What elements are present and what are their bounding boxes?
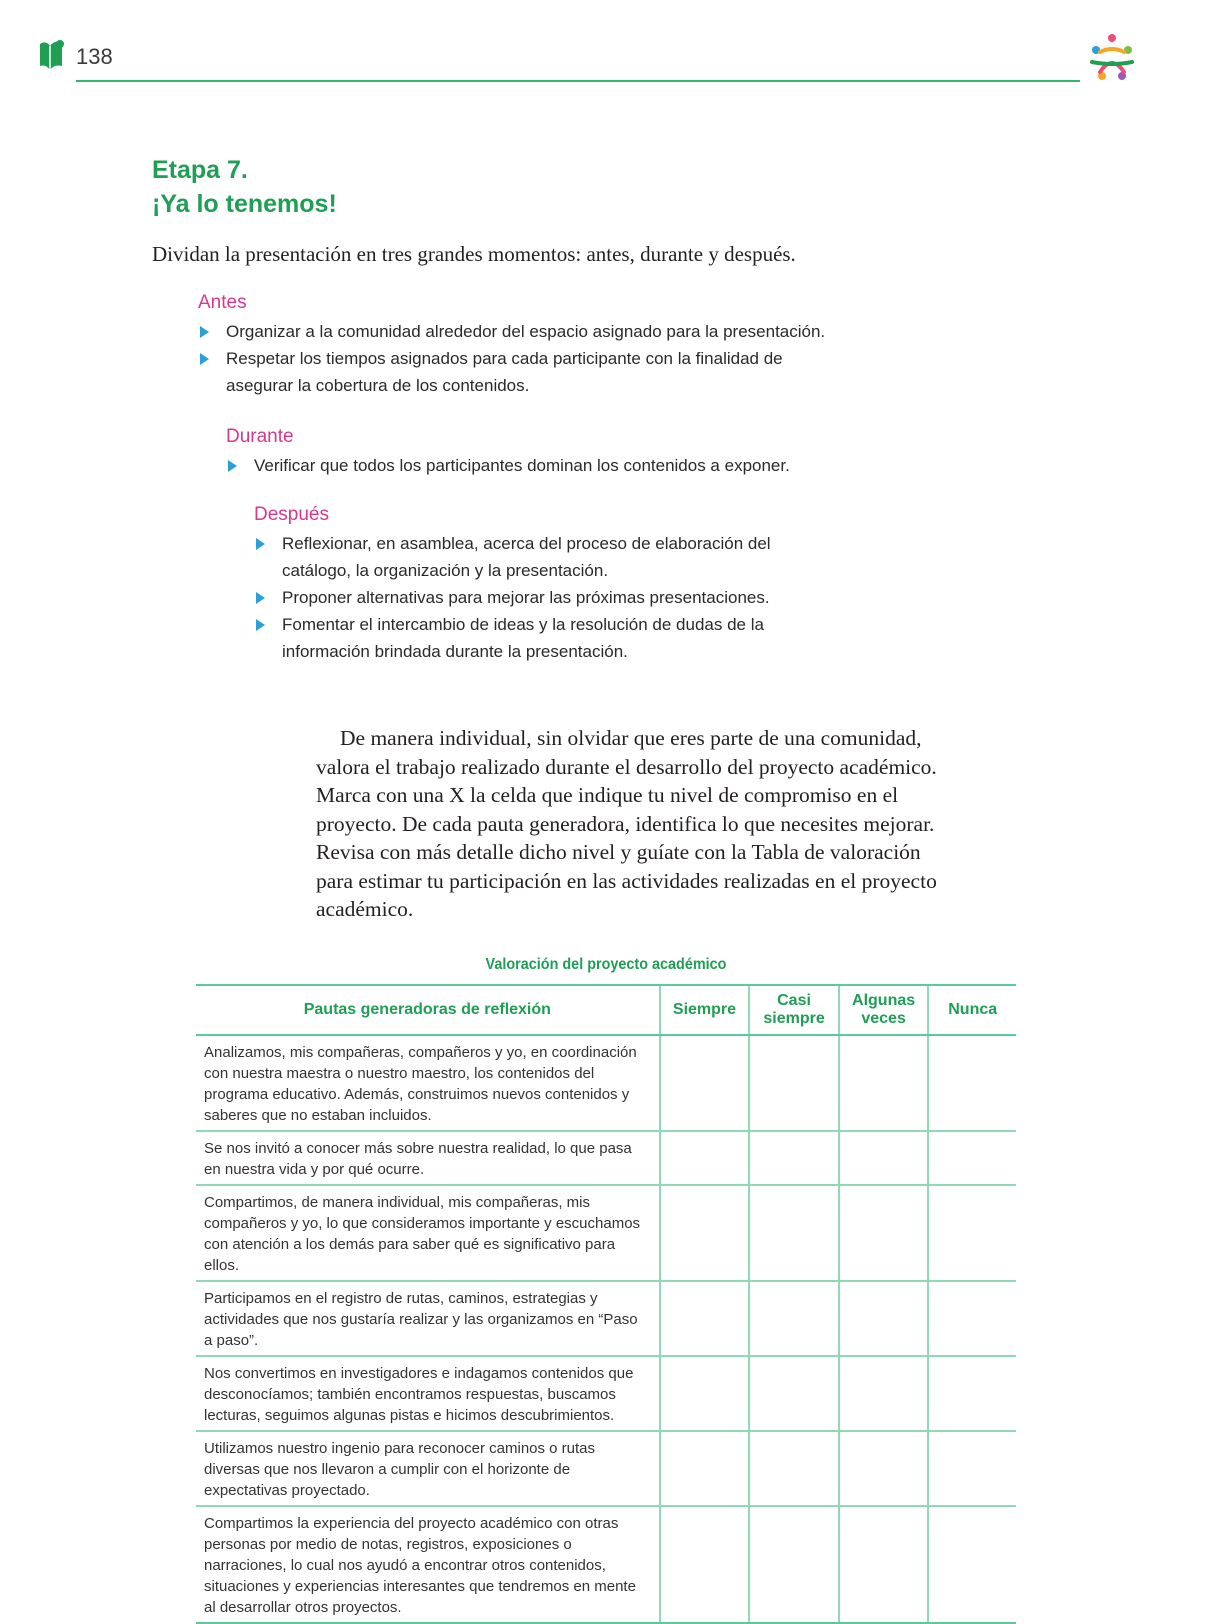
intro-text: Dividan la presentación en tres grandes momentos: antes, durante y después. — [152, 242, 796, 266]
pauta-cell: Se nos invitó a conocer más sobre nuestra realidad, lo que pasa en nuestra vida y por qué ocurre. — [196, 1131, 660, 1185]
mark-cell-nunca[interactable] — [928, 1131, 1016, 1185]
section-despues — [254, 504, 794, 665]
mark-cell-casi-siempre[interactable] — [749, 1431, 839, 1506]
header-nunca: Nunca — [928, 985, 1016, 1035]
bullet-triangle-icon — [200, 326, 209, 338]
table-row — [196, 1356, 1016, 1431]
section-durante — [226, 426, 846, 479]
mark-cell-siempre[interactable] — [660, 1506, 750, 1623]
header-pautas: Pautas generadoras de reflexión — [196, 985, 660, 1035]
header-siempre: Siempre — [660, 985, 750, 1035]
list-item-text: Proponer alternativas para mejorar las próximas presentaciones. — [282, 588, 770, 607]
mark-cell-siempre[interactable] — [660, 1356, 750, 1431]
list-item — [254, 611, 794, 665]
table-row — [196, 1035, 1016, 1131]
pauta-cell: Nos convertimos en investigadores e indagamos contenidos que desconocíamos; también encontramos respuestas, buscamos lecturas, seguimos algunas pistas e hicimos descubrimientos. — [196, 1356, 660, 1431]
mark-cell-algunas-veces[interactable] — [839, 1506, 929, 1623]
section-title-durante: Durante — [226, 426, 294, 447]
header-casi-siempre: Casi siempre — [749, 985, 839, 1035]
mark-cell-siempre[interactable] — [660, 1035, 750, 1131]
table-caption: Valoración del proyecto académico — [485, 956, 727, 973]
section-title-despues: Después — [254, 504, 329, 525]
bullet-triangle-icon — [256, 592, 265, 604]
stage-subtitle: ¡Ya lo tenemos! — [152, 190, 337, 218]
table-row — [196, 1131, 1016, 1185]
mark-cell-algunas-veces[interactable] — [839, 1035, 929, 1131]
list-item-text: Organizar a la comunidad alrededor del espacio asignado para la presentación. — [226, 322, 826, 341]
bullet-triangle-icon — [256, 538, 265, 550]
pauta-cell: Utilizamos nuestro ingenio para reconocer caminos o rutas diversas que nos llevaron a cumplir con el horizonte de expectativas proyectado. — [196, 1431, 660, 1506]
table-row — [196, 1506, 1016, 1623]
instructions-paragraph: De manera individual, sin olvidar que eres parte de una comunidad, valora el trabajo realizado durante el desarrollo del proyecto académico. Marca con una X la celda que indique tu nivel de compromiso en el proyecto. De cada pauta generadora, identifica lo que necesites mejorar. Revisa con más detalle dicho nivel y guíate con la Tabla de valoración para estimar tu participación en las actividades realizadas en el proyecto académico. — [316, 726, 937, 921]
mark-cell-siempre[interactable] — [660, 1281, 750, 1356]
bullet-triangle-icon — [200, 353, 209, 365]
pauta-cell: Compartimos, de manera individual, mis compañeras, mis compañeros y yo, lo que consideramos importante y escuchamos con atención a los demás para saber qué es significativo para ellos. — [196, 1185, 660, 1281]
mark-cell-casi-siempre[interactable] — [749, 1356, 839, 1431]
pauta-cell: Participamos en el registro de rutas, caminos, estrategias y actividades que nos gustaría realizar y las organizamos en “Paso a paso”. — [196, 1281, 660, 1356]
table-row — [196, 1185, 1016, 1281]
mark-cell-casi-siempre[interactable] — [749, 1281, 839, 1356]
bullet-triangle-icon — [228, 460, 237, 472]
mark-cell-nunca[interactable] — [928, 1281, 1016, 1356]
mark-cell-nunca[interactable] — [928, 1506, 1016, 1623]
mark-cell-nunca[interactable] — [928, 1185, 1016, 1281]
list-item — [198, 318, 848, 345]
section-antes — [198, 292, 848, 399]
list-antes — [198, 318, 848, 399]
mark-cell-casi-siempre[interactable] — [749, 1185, 839, 1281]
mark-cell-casi-siempre[interactable] — [749, 1506, 839, 1623]
mark-cell-nunca[interactable] — [928, 1356, 1016, 1431]
mark-cell-casi-siempre[interactable] — [749, 1035, 839, 1131]
pauta-cell: Compartimos la experiencia del proyecto académico con otras personas por medio de notas, registros, exposiciones o narraciones, lo cual nos ayudó a encontrar otros contenidos, situaciones y experiencias interesantes que tendremos en mente al desarrollar otros proyectos. — [196, 1506, 660, 1623]
list-durante — [226, 452, 846, 479]
colorful-figures-icon — [1086, 32, 1138, 84]
list-item-text: Reflexionar, en asamblea, acerca del proceso de elaboración del catálogo, la organización y la presentación. — [282, 534, 771, 580]
page-number: 138 — [76, 44, 113, 69]
mark-cell-siempre[interactable] — [660, 1431, 750, 1506]
mark-cell-siempre[interactable] — [660, 1185, 750, 1281]
book-leaf-icon — [36, 38, 68, 74]
list-item — [226, 452, 846, 479]
section-title-antes: Antes — [198, 292, 247, 313]
list-item — [254, 584, 794, 611]
mark-cell-siempre[interactable] — [660, 1131, 750, 1185]
mark-cell-nunca[interactable] — [928, 1035, 1016, 1131]
mark-cell-algunas-veces[interactable] — [839, 1356, 929, 1431]
mark-cell-casi-siempre[interactable] — [749, 1131, 839, 1185]
pauta-cell: Analizamos, mis compañeras, compañeros y yo, en coordinación con nuestra maestra o nuestro maestro, los contenidos del programa educativo. Además, construimos nuevos contenidos y saberes que no estaban incluidos. — [196, 1035, 660, 1131]
list-despues — [254, 530, 794, 665]
table-row — [196, 1281, 1016, 1356]
list-item-text: Verificar que todos los participantes dominan los contenidos a exponer. — [254, 456, 790, 475]
mark-cell-algunas-veces[interactable] — [839, 1185, 929, 1281]
bullet-triangle-icon — [256, 619, 265, 631]
list-item — [254, 530, 794, 584]
header-divider — [76, 80, 1080, 82]
mark-cell-nunca[interactable] — [928, 1431, 1016, 1506]
mark-cell-algunas-veces[interactable] — [839, 1131, 929, 1185]
header-algunas-veces: Algunas veces — [839, 985, 929, 1035]
evaluation-table — [196, 984, 1016, 1624]
table-row — [196, 1431, 1016, 1506]
list-item — [198, 345, 848, 399]
stage-title: Etapa 7. — [152, 156, 248, 184]
mark-cell-algunas-veces[interactable] — [839, 1431, 929, 1506]
list-item-text: Fomentar el intercambio de ideas y la resolución de dudas de la información brindada durante la presentación. — [282, 615, 764, 661]
list-item-text: Respetar los tiempos asignados para cada participante con la finalidad de asegurar la cobertura de los contenidos. — [226, 349, 783, 395]
table-header-row — [196, 985, 1016, 1035]
mark-cell-algunas-veces[interactable] — [839, 1281, 929, 1356]
